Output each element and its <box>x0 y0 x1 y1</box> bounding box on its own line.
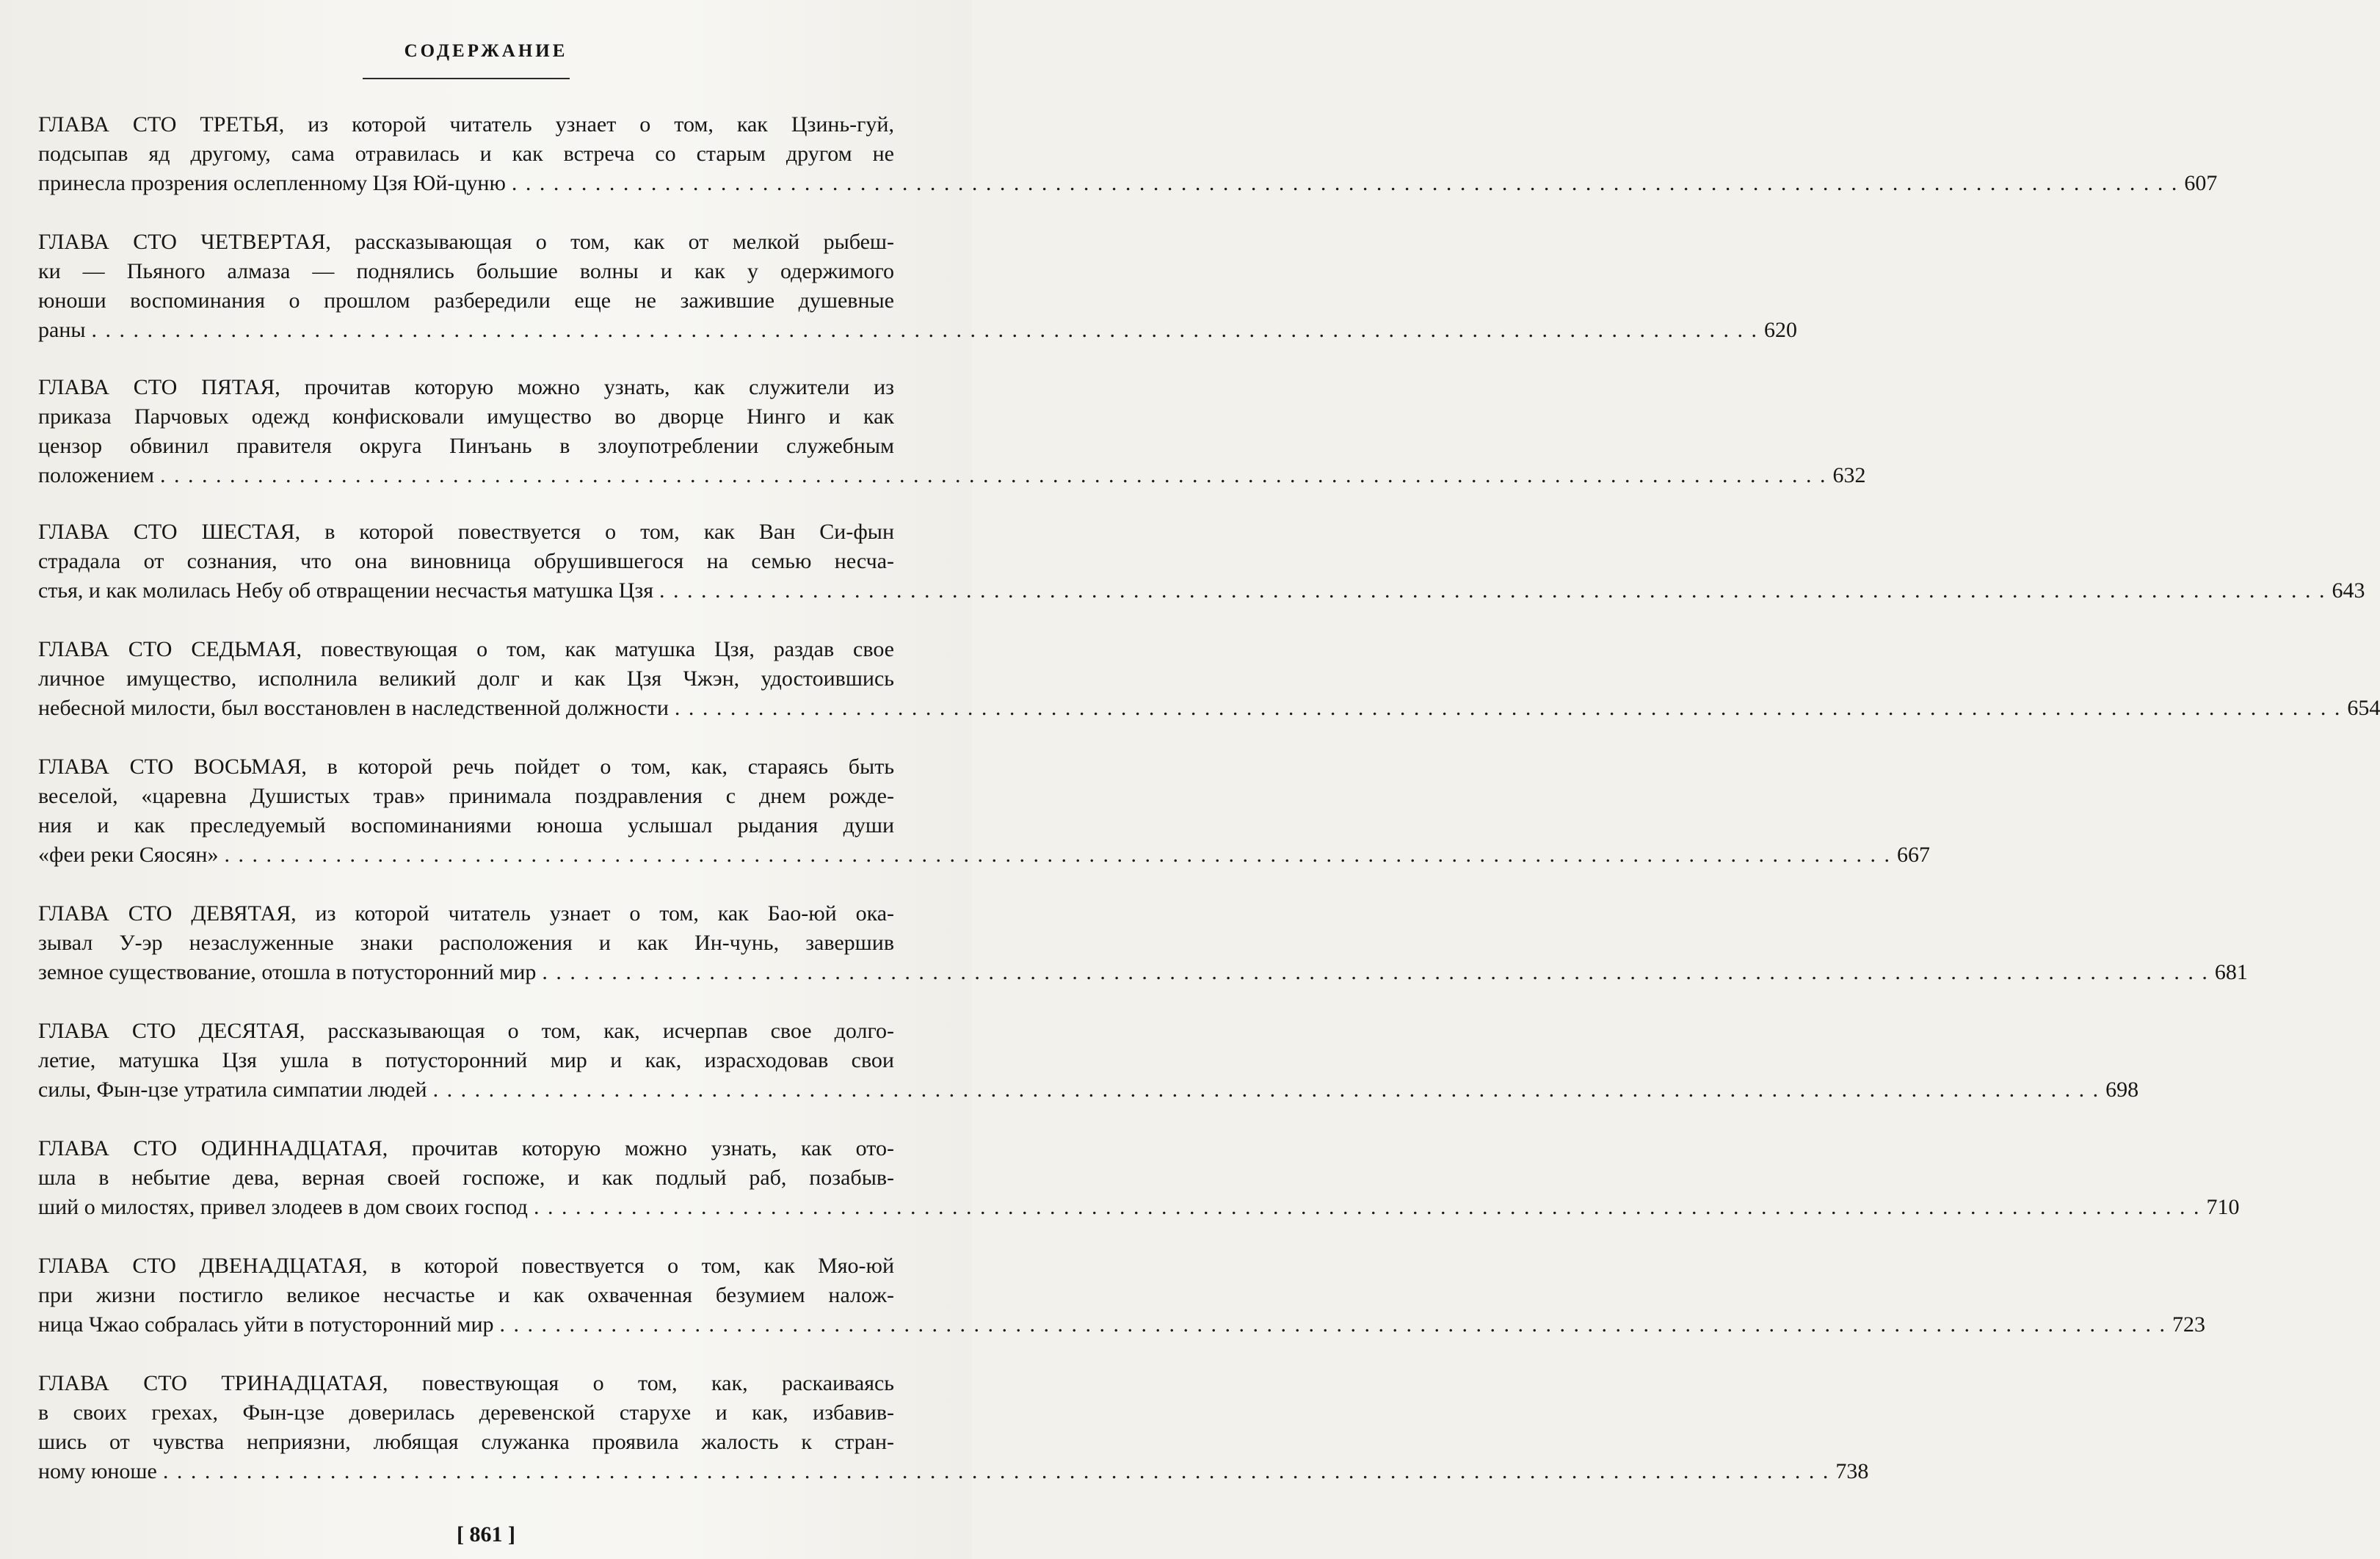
toc-entry <box>38 635 2380 723</box>
toc-entry-line: ния и как преследуемый воспоминаниями юноша услышал рыдания души <box>38 813 894 837</box>
toc-entry-line: ному юноше <box>38 1459 157 1483</box>
dot-leader: . . . . . . . . . . . . . . . . . . . . . . . . . . . . . . . . . . . . . . . . . . . . . . . . . . . . . . . . . . . . . . . . . . . . . . . . . . . . . . . . . . . . . . . . . . . . . . . . . . . . . . . . . . . . . . . . . . . . . . . . <box>659 578 2326 603</box>
toc-entry-last-line <box>38 1310 2206 1340</box>
toc-entry-line: положением <box>38 463 154 487</box>
dot-leader: . . . . . . . . . . . . . . . . . . . . . . . . . . . . . . . . . . . . . . . . . . . . . . . . . . . . . . . . . . . . . . . . . . . . . . . . . . . . . . . . . . . . . . . . . . . . . . . . . . . . . . . . . . . . . . . . . . . . . . . . <box>542 960 2209 984</box>
toc-entry-last-line <box>38 694 2380 723</box>
dot-leader: . . . . . . . . . . . . . . . . . . . . . . . . . . . . . . . . . . . . . . . . . . . . . . . . . . . . . . . . . . . . . . . . . . . . . . . . . . . . . . . . . . . . . . . . . . . . . . . . . . . . . . . . . . . . . . . . . . . . . . . . <box>91 318 1759 342</box>
toc-entry <box>38 1251 2206 1340</box>
toc-entry <box>38 1134 2240 1222</box>
toc-page-number: 654 <box>2347 696 2380 720</box>
toc-entry-line: «феи реки Сяосян» <box>38 843 219 867</box>
toc-entry-line: ГЛАВА СТО ШЕСТАЯ, в которой повествуется о том, как Ван Си-фын <box>38 520 894 544</box>
toc-entry-line: цензор обвинил правителя округа Пинъань в злоупотреблении служебным <box>38 434 894 458</box>
toc-entry-line: ГЛАВА СТО ВОСЬМАЯ, в которой речь пойдет о том, как, стараясь быть <box>38 755 894 779</box>
toc-entry-last-line <box>38 1075 2139 1105</box>
toc-entry-line: шись от чувства неприязни, любящая служанка проявила жалость к стран- <box>38 1430 894 1454</box>
toc-page-number: 632 <box>1832 463 1866 487</box>
toc-entry-last-line <box>38 1193 2240 1222</box>
dot-leader: . . . . . . . . . . . . . . . . . . . . . . . . . . . . . . . . . . . . . . . . . . . . . . . . . . . . . . . . . . . . . . . . . . . . . . . . . . . . . . . . . . . . . . . . . . . . . . . . . . . . . . . . . . . . . . . . . . . . . . . . <box>499 1312 2167 1337</box>
dot-leader: . . . . . . . . . . . . . . . . . . . . . . . . . . . . . . . . . . . . . . . . . . . . . . . . . . . . . . . . . . . . . . . . . . . . . . . . . . . . . . . . . . . . . . . . . . . . . . . . . . . . . . . . . . . . . . . . . . . . . . . . <box>162 1459 1830 1483</box>
toc-entry-line: юноши воспоминания о прошлом разбередили еще не зажившие душевные <box>38 288 894 313</box>
dot-leader: . . . . . . . . . . . . . . . . . . . . . . . . . . . . . . . . . . . . . . . . . . . . . . . . . . . . . . . . . . . . . . . . . . . . . . . . . . . . . . . . . . . . . . . . . . . . . . . . . . . . . . . . . . . . . . . . . . . . . . . . <box>511 171 2179 195</box>
page-title: СОДЕРЖАНИЕ <box>404 41 568 61</box>
toc-entry-line: ший о милостях, привел злодеев в дом своих господ <box>38 1195 528 1219</box>
toc-entry-line: приказа Парчовых одежд конфисковали имущество во дворце Нинго и как <box>38 404 894 429</box>
toc-entry <box>38 899 2248 987</box>
toc-entry-line: ГЛАВА СТО СЕДЬМАЯ, повествующая о том, как матушка Цзя, раздав свое <box>38 637 894 661</box>
toc-entry <box>38 1369 1869 1486</box>
toc-entry-line: стья, и как молилась Небу об отвращении несчастья матушка Цзя <box>38 578 654 603</box>
toc-entry-line: ки — Пьяного алмаза — поднялись большие волны и как у одержимого <box>38 259 894 283</box>
page-number: [ 861 ] <box>457 1522 515 1547</box>
toc-entry-line: при жизни постигло великое несчастье и как охваченная безумием налож- <box>38 1283 894 1307</box>
toc-entry-line: ГЛАВА СТО ЧЕТВЕРТАЯ, рассказывающая о том, как от мелкой рыбеш- <box>38 230 894 254</box>
toc-entry-line: личное имущество, исполнила великий долг и как Цзя Чжэн, удостоившись <box>38 666 894 691</box>
toc-entry-line: летие, матушка Цзя ушла в потусторонний мир и как, израсходовав свои <box>38 1048 894 1072</box>
toc-page-number: 681 <box>2214 960 2248 984</box>
toc-entry-last-line <box>38 1457 1869 1486</box>
toc-entry-line: принесла прозрения ослепленному Цзя Юй-цуню <box>38 171 506 195</box>
dot-leader: . . . . . . . . . . . . . . . . . . . . . . . . . . . . . . . . . . . . . . . . . . . . . . . . . . . . . . . . . . . . . . . . . . . . . . . . . . . . . . . . . . . . . . . . . . . . . . . . . . . . . . . . . . . . . . . . . . . . . . . . <box>432 1078 2100 1102</box>
toc-entry-line: ГЛАВА СТО ДЕВЯТАЯ, из которой читатель узнает о том, как Бао-юй ока- <box>38 901 894 926</box>
toc-entry <box>38 373 1866 490</box>
dot-leader: . . . . . . . . . . . . . . . . . . . . . . . . . . . . . . . . . . . . . . . . . . . . . . . . . . . . . . . . . . . . . . . . . . . . . . . . . . . . . . . . . . . . . . . . . . . . . . . . . . . . . . . . . . . . . . . . . . . . . . . . <box>533 1195 2201 1219</box>
toc-entry <box>38 752 1930 870</box>
toc-page-number: 710 <box>2206 1195 2240 1219</box>
toc-entry-last-line <box>38 840 1930 870</box>
toc-entry-last-line <box>38 316 1798 345</box>
toc-page-number: 723 <box>2172 1312 2206 1337</box>
toc-page-number: 643 <box>2332 578 2365 603</box>
toc-entry-last-line <box>38 169 2218 198</box>
toc-entry-last-line <box>38 576 2365 606</box>
toc-entry-line: ГЛАВА СТО ТРЕТЬЯ, из которой читатель узнает о том, как Цзинь-гуй, <box>38 112 894 137</box>
toc-entry <box>38 228 1798 345</box>
toc-entry <box>38 110 2218 198</box>
dot-leader: . . . . . . . . . . . . . . . . . . . . . . . . . . . . . . . . . . . . . . . . . . . . . . . . . . . . . . . . . . . . . . . . . . . . . . . . . . . . . . . . . . . . . . . . . . . . . . . . . . . . . . . . . . . . . . . . . . . . . . . . <box>159 463 1827 487</box>
toc-entry-line: зывал У-эр незаслуженные знаки расположения и как Ин-чунь, завершив <box>38 931 894 955</box>
toc-entry-line: подсыпав яд другому, сама отравилась и как встреча со старым другом не <box>38 142 894 166</box>
dot-leader: . . . . . . . . . . . . . . . . . . . . . . . . . . . . . . . . . . . . . . . . . . . . . . . . . . . . . . . . . . . . . . . . . . . . . . . . . . . . . . . . . . . . . . . . . . . . . . . . . . . . . . . . . . . . . . . . . . . . . . . . <box>674 696 2342 720</box>
toc-entry-last-line <box>38 958 2248 987</box>
toc-entry-line: ГЛАВА СТО ОДИННАДЦАТАЯ, прочитав которую можно узнать, как ото- <box>38 1136 894 1160</box>
toc-entry-line: земное существование, отошла в потусторонний мир <box>38 960 537 984</box>
toc-entry-line: силы, Фын-цзе утратила симпатии людей <box>38 1078 427 1102</box>
toc-entry-line: раны <box>38 318 86 342</box>
toc-page-number: 738 <box>1835 1459 1869 1483</box>
toc-entry-line: ГЛАВА СТО ДЕСЯТАЯ, рассказывающая о том, как, исчерпав свое долго- <box>38 1019 894 1043</box>
toc-entry-line: небесной милости, был восстановлен в наследственной должности <box>38 696 669 720</box>
toc-entry-line: ГЛАВА СТО ДВЕНАДЦАТАЯ, в которой повествуется о том, как Мяо-юй <box>38 1254 894 1278</box>
dot-leader: . . . . . . . . . . . . . . . . . . . . . . . . . . . . . . . . . . . . . . . . . . . . . . . . . . . . . . . . . . . . . . . . . . . . . . . . . . . . . . . . . . . . . . . . . . . . . . . . . . . . . . . . . . . . . . . . . . . . . . . . <box>224 843 1891 867</box>
toc-entry-line: веселой, «царевна Душистых трав» принимала поздравления с днем рожде- <box>38 784 894 808</box>
toc-page-number: 607 <box>2184 171 2218 195</box>
toc-entry <box>38 517 2365 606</box>
toc-entry-line: шла в небытие дева, верная своей госпоже, и как подлый раб, позабыв- <box>38 1166 894 1190</box>
toc-entry-line: ГЛАВА СТО ТРИНАДЦАТАЯ, повествующая о том, как, раскаиваясь <box>38 1371 894 1395</box>
toc-page-number: 667 <box>1896 843 1930 867</box>
toc-page-number: 620 <box>1764 318 1798 342</box>
toc-entry-line: ГЛАВА СТО ПЯТАЯ, прочитав которую можно узнать, как служители из <box>38 375 894 399</box>
toc-entry <box>38 1017 2139 1105</box>
toc-entry-line: страдала от сознания, что она виновница обрушившегося на семью несча- <box>38 549 894 573</box>
toc-entry-line: в своих грехах, Фын-цзе доверилась деревенской старухе и как, избавив- <box>38 1400 894 1425</box>
toc-entry-last-line <box>38 461 1866 490</box>
toc-page-number: 698 <box>2105 1078 2139 1102</box>
toc-entry-line: ница Чжао собралась уйти в потусторонний мир <box>38 1312 494 1337</box>
